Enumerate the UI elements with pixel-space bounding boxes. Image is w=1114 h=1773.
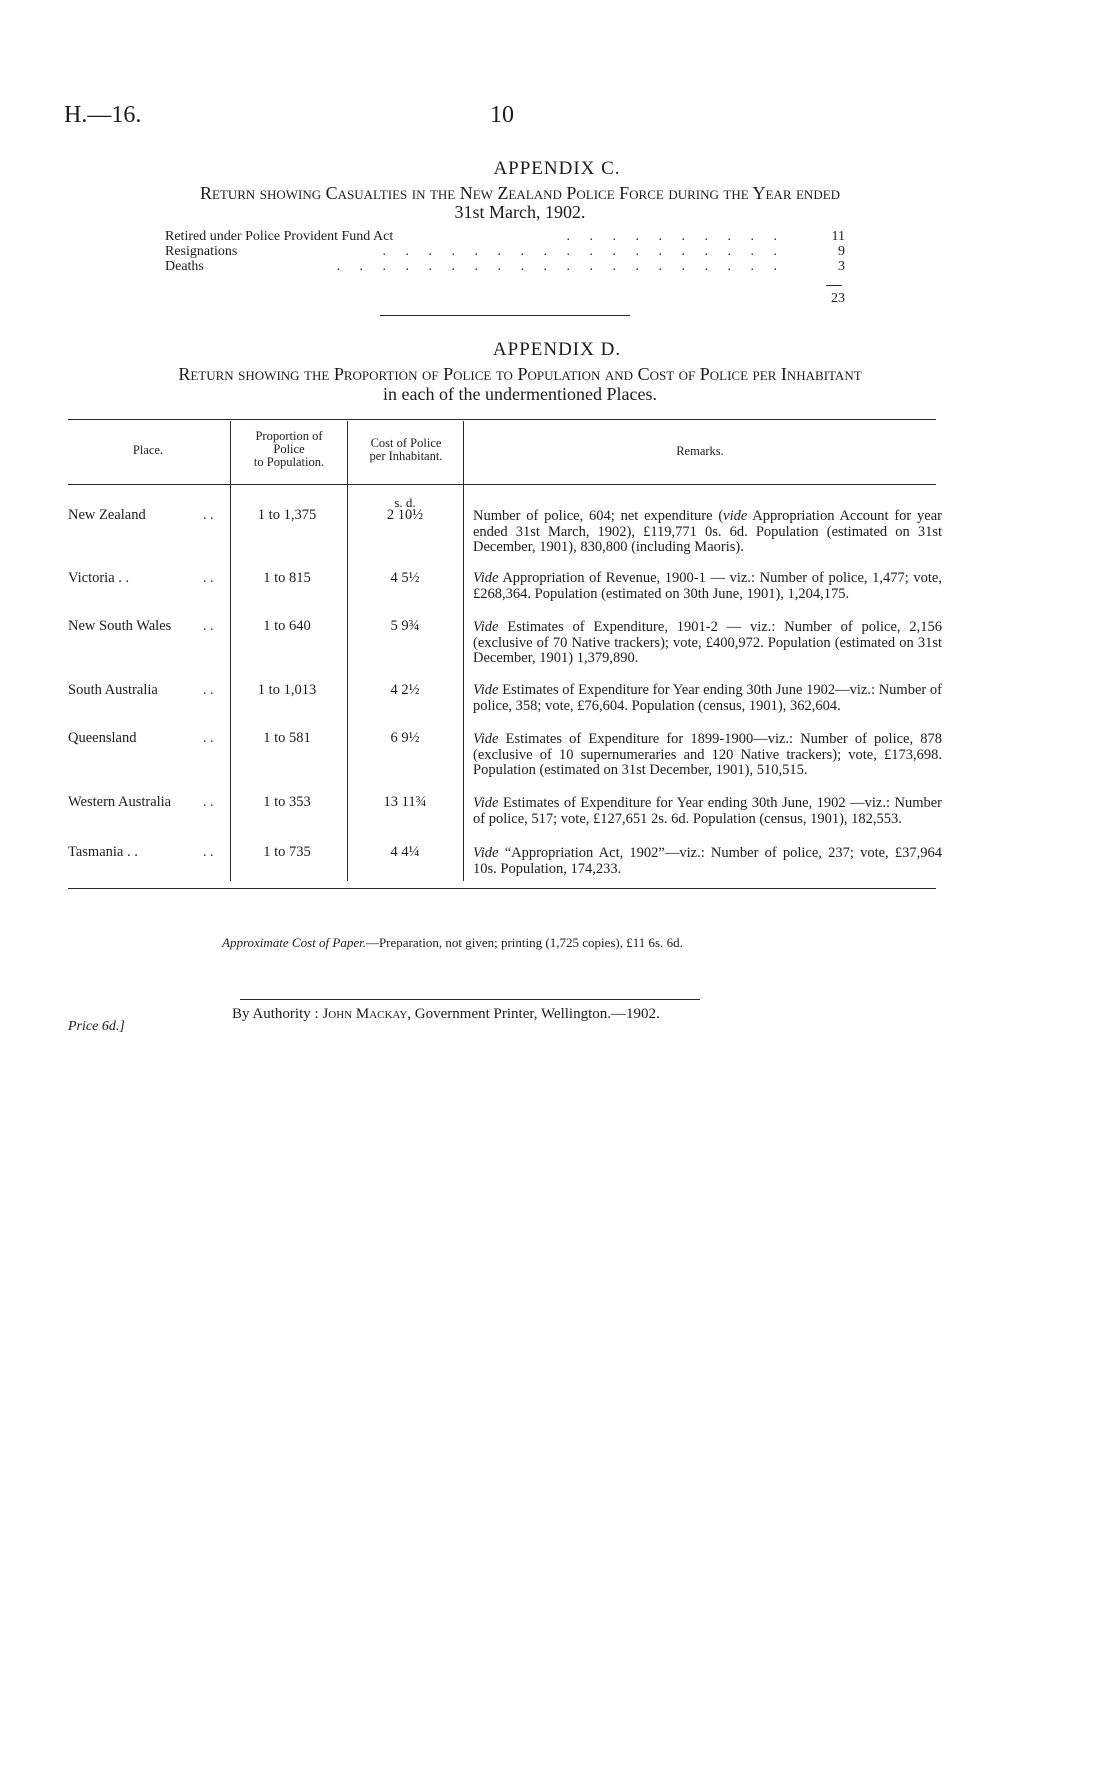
appendix-c-title-line2: 31st March, 1902. (454, 202, 586, 222)
total-rule (826, 285, 842, 286)
document-reference: H.—16. (64, 102, 142, 128)
appendix-d-title-line1: Return showing the Proportion of Police to Population and Cost of Police per Inhabitant (178, 364, 862, 384)
table-top-rule (68, 419, 936, 420)
paper-cost-label: Approximate Cost of Paper. (222, 935, 366, 950)
column-header-cost (349, 437, 463, 463)
cost-cell: 4 5½ (390, 570, 420, 586)
place-cell: New Zealand (68, 507, 146, 523)
table-bottom-rule (68, 888, 936, 889)
column-divider (230, 421, 231, 881)
appendix-c-heading: APPENDIX C. (493, 158, 621, 179)
leader-dots: . . (203, 508, 214, 523)
header-line: Cost of Police (370, 436, 442, 450)
casualty-value: 9 (838, 244, 845, 259)
price: Price 6d.] (68, 1019, 125, 1034)
leader-dots: . . . . . . . . . . . . . . . . . . . . (336, 259, 785, 274)
casualty-row (165, 244, 845, 259)
authority-prefix: By Authority : (232, 1006, 319, 1022)
remarks-cell: Number of police, 604; net expenditure (vide Appropriation Account for year ended 31st March, 1902), £119,771 0s. 6d. Population (estimated on 31st December, 1901), 830,800 (including Maoris). (473, 508, 942, 555)
page-number: 10 (490, 102, 514, 128)
remarks-cell: Vide “Appropriation Act, 1902”—viz.: Number of police, 237; vote, £37,964 10s. Population, 174,233. (473, 845, 942, 877)
printer-imprint (232, 1006, 660, 1023)
place-cell: Western Australia (68, 794, 172, 810)
casualty-label: Resignations (165, 244, 238, 259)
column-header-remarks: Remarks. (676, 444, 724, 458)
place-cell: New South Wales (68, 618, 172, 634)
paper-cost-note (222, 935, 683, 951)
header-line: Police (273, 442, 305, 456)
remarks-cell: Vide Estimates of Expenditure for Year ending 30th June 1902—viz.: Number of police, 358; vote, £76,604. Population (census, 1901), 362,604. (473, 682, 942, 714)
leader-dots: . . (203, 619, 214, 634)
cost-cell: 4 4¼ (390, 844, 420, 860)
leader-dots: . . (203, 571, 214, 586)
leader-dots: . . (203, 731, 214, 746)
cost-cell: 5 9¾ (390, 618, 420, 634)
authority-suffix: , Government Printer, Wellington.—1902. (407, 1006, 660, 1022)
section-divider (380, 315, 630, 316)
leader-dots: . . (203, 683, 214, 698)
place-cell: Tasmania . . (68, 844, 138, 860)
paper-cost-text: —Preparation, not given; printing (1,725 copies), £11 6s. 6d. (365, 935, 683, 950)
cost-cell: 6 9½ (390, 730, 420, 746)
leader-dots: . . (203, 795, 214, 810)
place-cell: South Australia (68, 682, 158, 698)
column-header-proportion (232, 430, 346, 469)
remarks-cell: Vide Estimates of Expenditure for 1899-1900—viz.: Number of police, 878 (exclusive of 10 supernumeraries and 120 Native trackers); vote, £173,698. Population (estimated on 31st December, 1901), 510,515. (473, 731, 942, 778)
remarks-cell: Vide Estimates of Expenditure for Year ending 30th June, 1902 —viz.: Number of police, 517; vote, £127,651 2s. 6d. Population (census, 1901), 182,553. (473, 795, 942, 827)
cost-cell: 2 10½ (386, 507, 424, 523)
authority-rule (240, 999, 700, 1000)
proportion-cell: 1 to 1,375 (257, 507, 317, 523)
header-line: to Population. (253, 455, 325, 469)
appendix-d-heading: APPENDIX D. (492, 339, 622, 360)
cost-units: s. d. (394, 495, 416, 510)
casualty-total: 23 (831, 291, 845, 306)
column-divider (347, 421, 348, 881)
leader-dots: . . (203, 845, 214, 860)
casualty-value: 11 (831, 229, 845, 244)
header-line: per Inhabitant. (369, 449, 443, 463)
printer-name: John Mackay (322, 1006, 408, 1022)
proportion-cell: 1 to 640 (263, 618, 311, 634)
casualty-row (165, 229, 845, 244)
table-header-rule (68, 484, 936, 485)
proportion-cell: 1 to 353 (263, 794, 311, 810)
column-header-place: Place. (132, 443, 164, 457)
casualty-label: Deaths (165, 259, 204, 274)
leader-dots: . . . . . . . . . . . . . . . . . . (382, 244, 785, 259)
place-cell: Victoria . . (68, 570, 130, 586)
remarks-cell: Vide Estimates of Expenditure, 1901-2 — viz.: Number of police, 2,156 (exclusive of 70 Native trackers); vote, £400,972. Population (estimated on 31st December, 1901) 1,379,890. (473, 619, 942, 666)
column-divider (463, 421, 464, 881)
leader-dots: . . . . . . . . . . (566, 229, 785, 244)
casualty-row (165, 259, 845, 274)
proportion-cell: 1 to 735 (263, 844, 311, 860)
appendix-d-title-line2: in each of the undermentioned Places. (383, 384, 657, 404)
cost-cell: 4 2½ (390, 682, 420, 698)
header-line: Proportion of (255, 429, 323, 443)
proportion-cell: 1 to 581 (263, 730, 311, 746)
place-cell: Queensland (68, 730, 137, 746)
appendix-c-title-line1: Return showing Casualties in the New Zealand Police Force during the Year ended (199, 183, 841, 203)
casualty-label: Retired under Police Provident Fund Act (165, 229, 394, 244)
proportion-cell: 1 to 1,013 (257, 682, 317, 698)
casualty-value: 3 (838, 259, 845, 274)
remarks-cell: Vide Appropriation of Revenue, 1900-1 — viz.: Number of police, 1,477; vote, £268,364. Population (estimated on 30th June, 1901), 1,204,175. (473, 570, 942, 602)
proportion-cell: 1 to 815 (263, 570, 311, 586)
cost-cell: 13 11¾ (383, 794, 427, 810)
